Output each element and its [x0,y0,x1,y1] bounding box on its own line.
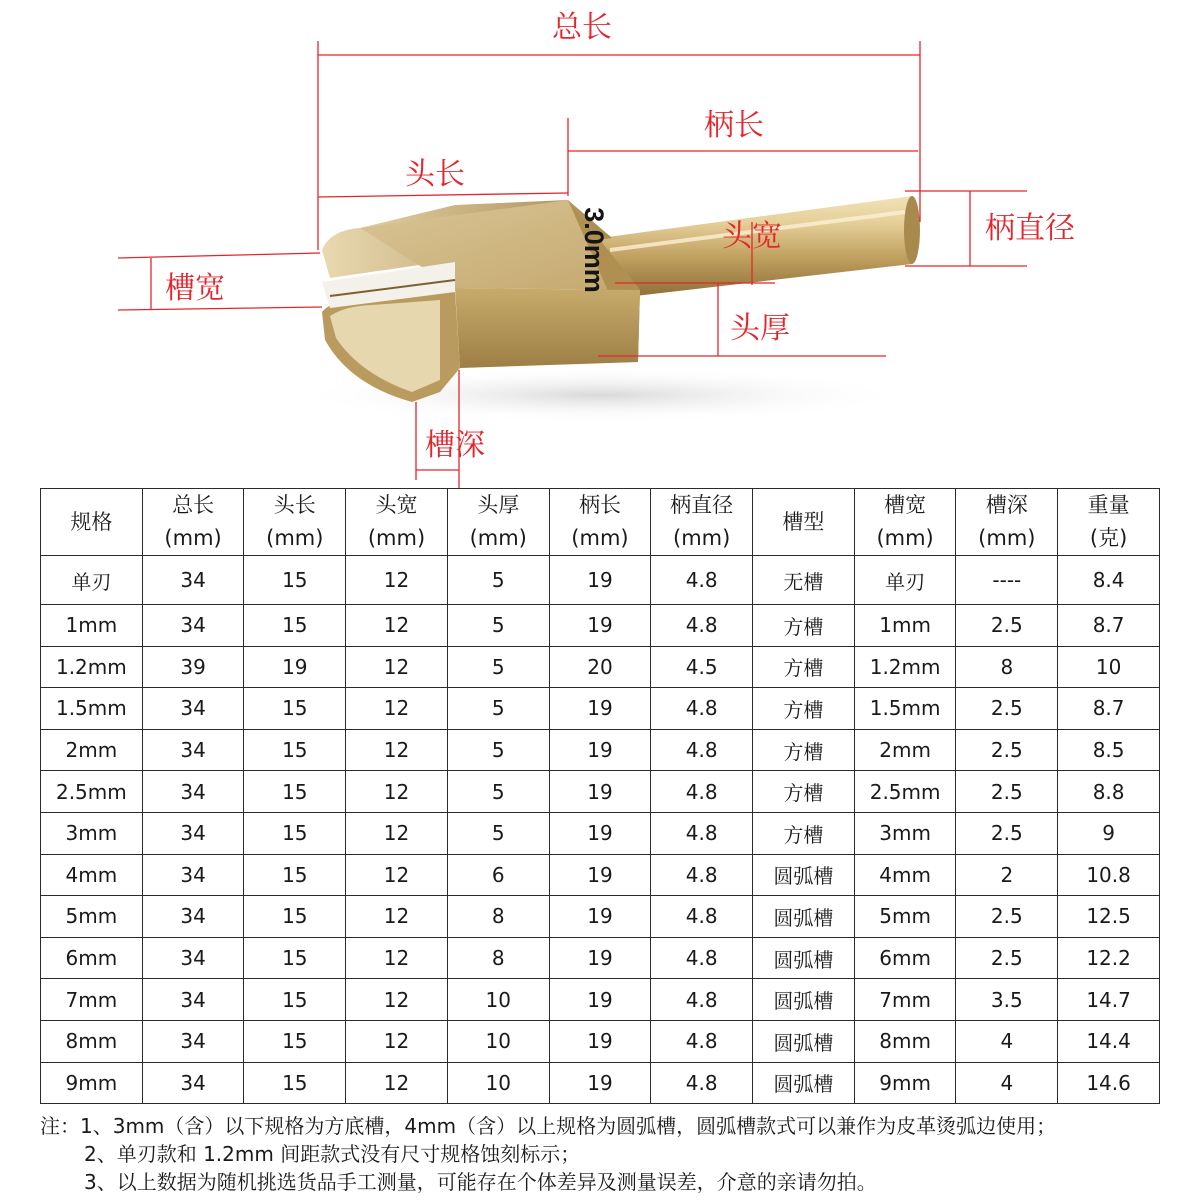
column-header-title: 槽宽 [884,493,927,517]
table-row [41,605,1160,647]
table-cell: 圆弧槽 [753,854,855,896]
spec-table [40,488,1160,1104]
table-cell: 7mm [41,979,143,1021]
column-header [854,489,956,556]
table-cell: 2.5 [956,937,1058,979]
table-cell: 方槽 [753,812,855,854]
note-line-3: 3、以上数据为随机挑选货品手工测量，可能存在个体差异及测量误差，介意的亲请勿拍。 [84,1170,877,1194]
column-header-unit: (mm) [469,526,527,550]
table-cell: 19 [549,556,651,605]
table-cell: 2.5 [956,688,1058,730]
table-cell: 5mm [41,896,143,938]
table-cell: 12 [346,729,448,771]
table-cell: 1.5mm [854,688,956,730]
table-cell: 8 [447,896,549,938]
table-row [41,979,1160,1021]
column-header-unit: (mm) [876,526,934,550]
table-cell: 12 [346,605,448,647]
groove-width-label: 槽宽 [165,271,225,306]
table-cell: 20 [549,646,651,688]
table-cell: 8.5 [1058,729,1160,771]
table-cell: 34 [142,1062,244,1104]
table-cell: 5 [447,556,549,605]
tool-diagram [0,0,1200,488]
column-header [142,489,244,556]
table-cell: 单刃 [854,556,956,605]
column-header-unit: (mm) [978,526,1036,550]
column-header [956,489,1058,556]
table-cell: 10 [1058,646,1160,688]
table-cell: 19 [549,605,651,647]
table-cell: 5mm [854,896,956,938]
table-cell: 3mm [41,812,143,854]
table-cell: 15 [244,812,346,854]
table-cell: 8mm [854,1020,956,1062]
table-cell: 5 [447,812,549,854]
table-cell: 4.8 [651,937,753,979]
table-cell: 34 [142,605,244,647]
table-cell: 9mm [854,1062,956,1104]
table-row [41,1062,1160,1104]
column-header [41,489,143,556]
table-cell: 4 [956,1020,1058,1062]
table-cell: 34 [142,812,244,854]
head-width-label: 头宽 [722,219,782,254]
table-cell: 34 [142,979,244,1021]
table-cell: 8 [956,646,1058,688]
table-cell: 34 [142,771,244,813]
column-header-title: 头宽 [375,493,418,517]
table-cell: 4.8 [651,729,753,771]
table-cell: 15 [244,605,346,647]
table-cell: 10 [447,1020,549,1062]
table-cell: 4.8 [651,1062,753,1104]
column-header-title: 槽型 [782,509,825,534]
table-cell: 12 [346,979,448,1021]
table-cell: 19 [549,854,651,896]
table-cell: 15 [244,771,346,813]
table-cell: 4.8 [651,556,753,605]
table-cell: 15 [244,1062,346,1104]
table-cell: 15 [244,688,346,730]
column-header-unit: (mm) [164,526,222,550]
column-header-title: 槽深 [985,493,1028,517]
table-row [41,1020,1160,1062]
table-cell: 19 [244,646,346,688]
table-cell: 单刃 [41,556,143,605]
table-row [41,646,1160,688]
table-cell: 9mm [41,1062,143,1104]
table-cell: 19 [549,1062,651,1104]
table-cell: 5 [447,688,549,730]
column-header-title: 头长 [273,493,316,517]
column-header [651,489,753,556]
handle-length-label: 柄长 [704,108,764,143]
note-line-1: 注：1、3mm（含）以下规格为方底槽，4mm（含）以上规格为圆弧槽，圆弧槽款式可以兼作为皮革烫弧边使用； [40,1114,1057,1138]
table-cell: 方槽 [753,605,855,647]
table-cell: 1mm [41,605,143,647]
head-length-label: 头长 [405,157,465,192]
table-cell: 2.5 [956,729,1058,771]
table-cell: 15 [244,979,346,1021]
column-header-title: 柄直径 [670,493,734,517]
table-cell: 9 [1058,812,1160,854]
table-cell: 方槽 [753,771,855,813]
table-cell: 方槽 [753,688,855,730]
table-cell: 2.5mm [854,771,956,813]
column-header-title: 重量 [1087,493,1130,517]
table-cell: 1.2mm [854,646,956,688]
table-cell: 12 [346,688,448,730]
table-cell: 1mm [854,605,956,647]
table-cell: 8.7 [1058,605,1160,647]
table-cell: 2 [956,854,1058,896]
table-cell: 4.8 [651,979,753,1021]
column-header-unit: (mm) [266,526,324,550]
handle-diameter-label: 柄直径 [985,211,1075,246]
table-cell: 14.6 [1058,1062,1160,1104]
table-cell: 12 [346,556,448,605]
table-cell: 4.8 [651,1020,753,1062]
table-row [41,688,1160,730]
table-cell: 2.5 [956,896,1058,938]
table-cell: 34 [142,688,244,730]
groove-depth-label: 槽深 [425,428,485,463]
column-header-unit: (mm) [571,526,629,550]
column-header [346,489,448,556]
table-header-row [41,489,1160,556]
table-cell: 圆弧槽 [753,979,855,1021]
table-cell: 2.5 [956,605,1058,647]
table-cell: 15 [244,556,346,605]
size-stamp: 3.0mm [579,207,609,293]
head-thickness-label: 头厚 [730,311,790,346]
table-cell: 15 [244,729,346,771]
table-cell: 5 [447,771,549,813]
table-cell: 8.7 [1058,688,1160,730]
table-cell: 4.8 [651,605,753,647]
column-header-title: 规格 [70,509,113,534]
table-cell: 6mm [854,937,956,979]
table-cell: 3mm [854,812,956,854]
table-cell: 2mm [41,729,143,771]
table-cell: 19 [549,771,651,813]
table-cell: 12.2 [1058,937,1160,979]
column-header-title: 总长 [172,493,215,517]
table-cell: 3.5 [956,979,1058,1021]
table-cell: 4.8 [651,896,753,938]
table-cell: 1.2mm [41,646,143,688]
table-cell: 8.4 [1058,556,1160,605]
column-header-unit: (克) [1089,526,1128,550]
table-cell: 15 [244,854,346,896]
table-cell: 15 [244,937,346,979]
table-cell: 19 [549,937,651,979]
table-cell: 2.5 [956,771,1058,813]
table-cell: 19 [549,1020,651,1062]
column-header-title: 头厚 [477,493,520,517]
table-cell: 12 [346,1020,448,1062]
table-cell: 12 [346,896,448,938]
table-row [41,896,1160,938]
table-cell: 34 [142,1020,244,1062]
column-header [1058,489,1160,556]
column-header [549,489,651,556]
table-cell: 7mm [854,979,956,1021]
table-cell: 4.8 [651,688,753,730]
table-cell: 圆弧槽 [753,896,855,938]
table-cell: 无槽 [753,556,855,605]
table-cell: 4mm [41,854,143,896]
table-cell: 2.5mm [41,771,143,813]
column-header [447,489,549,556]
table-cell: 12 [346,937,448,979]
table-body [41,556,1160,1104]
table-cell: 12 [346,854,448,896]
table-cell: 19 [549,979,651,1021]
table-cell: 4.5 [651,646,753,688]
table-cell: 方槽 [753,729,855,771]
table-cell: 4mm [854,854,956,896]
column-header-title: 柄长 [578,493,621,517]
table-cell: 5 [447,729,549,771]
table-cell: 5 [447,646,549,688]
table-cell: 8mm [41,1020,143,1062]
table-cell: 19 [549,812,651,854]
table-cell: 10.8 [1058,854,1160,896]
table-cell: 圆弧槽 [753,1020,855,1062]
table-cell: 15 [244,1020,346,1062]
table-cell: 14.7 [1058,979,1160,1021]
table-row [41,556,1160,605]
table-row [41,729,1160,771]
table-cell: 34 [142,854,244,896]
table-cell: 34 [142,729,244,771]
table-cell: 19 [549,688,651,730]
table-cell: 10 [447,1062,549,1104]
table-cell: 34 [142,556,244,605]
table-cell: 4.8 [651,812,753,854]
table-cell: 1.5mm [41,688,143,730]
table-cell: 12 [346,646,448,688]
table-row [41,771,1160,813]
table-cell: 19 [549,729,651,771]
table-cell: 2mm [854,729,956,771]
table-cell: 2.5 [956,812,1058,854]
table-row [41,854,1160,896]
column-header-unit: (mm) [367,526,426,550]
table-cell: 10 [447,979,549,1021]
table-row [41,937,1160,979]
table-cell: 8.8 [1058,771,1160,813]
table-cell: 12 [346,812,448,854]
total-length-label: 总长 [552,10,612,45]
column-header [244,489,346,556]
column-header [753,489,855,556]
table-cell: 6 [447,854,549,896]
table-cell: 14.4 [1058,1020,1160,1062]
table-cell: 方槽 [753,646,855,688]
table-cell: 6mm [41,937,143,979]
note-line-2: 2、单刃款和 1.2mm 间距款式没有尺寸规格蚀刻标示； [84,1142,581,1166]
table-cell: 12.5 [1058,896,1160,938]
table-cell: 19 [549,896,651,938]
table-cell: 12 [346,1062,448,1104]
column-header-unit: (mm) [673,526,731,550]
table-cell: 15 [244,896,346,938]
table-cell: 39 [142,646,244,688]
notes [40,1112,1180,1196]
table-cell: 圆弧槽 [753,1062,855,1104]
table-row [41,812,1160,854]
table-cell: 34 [142,937,244,979]
table-cell: 4.8 [651,854,753,896]
table-cell: 5 [447,605,549,647]
table-cell: 圆弧槽 [753,937,855,979]
table-cell: 4 [956,1062,1058,1104]
table-cell: 12 [346,771,448,813]
table-cell: 8 [447,937,549,979]
table-cell: ---- [956,556,1058,605]
table-cell: 34 [142,896,244,938]
table-cell: 4.8 [651,771,753,813]
